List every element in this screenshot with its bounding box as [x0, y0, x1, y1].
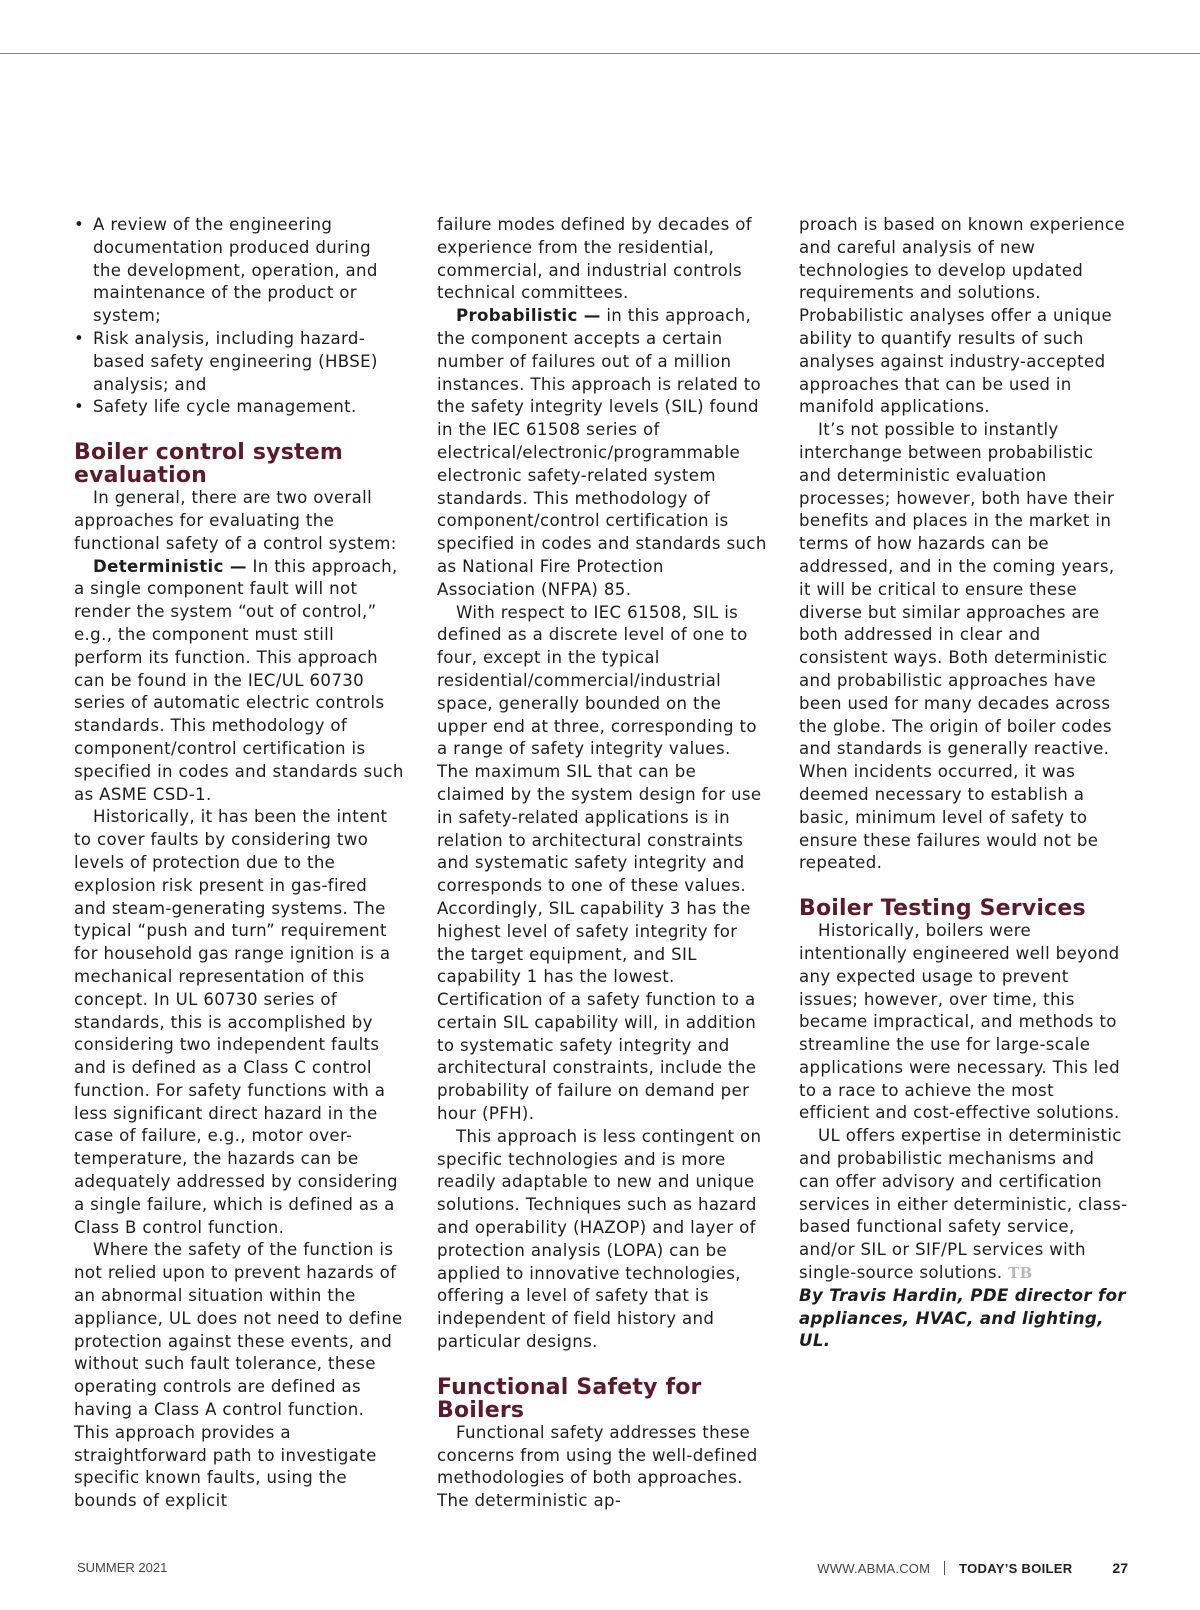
term-probabilistic: Probabilistic —	[456, 306, 601, 326]
paragraph	[74, 556, 404, 807]
top-rule	[0, 53, 1200, 54]
paragraph: Where the safety of the function is not relied upon to prevent hazards of an abnormal situation within the appliance, UL does not need to define protection against these events, and without such fault tolerance, these operating controls are defined as having a Class A control function. This approach provides a straightforward path to investigate specific known faults, using the bounds of explicit	[74, 1240, 403, 1511]
bullet-list	[74, 214, 404, 419]
column-2	[437, 214, 767, 1513]
column-1	[74, 214, 404, 1513]
section-heading: Boiler Testing Services	[799, 896, 1086, 922]
paragraph: Functional safety addresses these concerns from using the well-defined methodologies of both approaches. The deterministic ap-	[437, 1422, 758, 1511]
page-number: 27	[1112, 1560, 1128, 1576]
paragraph-text: In this approach, a single component fault will not render the system “out of control,” e.g., the component must still perform its function. This approach can be found in the IEC/UL 60730 series of automatic electric controls standards. This methodology of component/control certification is specified in codes and standards such as ASME CSD-1.	[74, 556, 404, 804]
footer-right	[817, 1560, 1128, 1576]
list-item: • A review of the engineering documentation produced during the development, operation, and maintenance of the product or system;	[74, 214, 404, 328]
paragraph	[437, 305, 767, 601]
paragraph: This approach is less contingent on specific technologies and is more readily adaptable to new and unique solutions. Techniques such as hazard and operability (HAZOP) and layer of protection analysis (LOPA) can be applied to innovative technologies, offering a level of safety that is independent of field history and particular designs.	[437, 1126, 762, 1352]
footer-issue: SUMMER 2021	[77, 1560, 168, 1575]
footer-separator	[944, 1561, 945, 1575]
footer-site-link[interactable]: WWW.ABMA.COM	[817, 1560, 931, 1576]
section-heading: Functional Safety for Boilers	[437, 1374, 702, 1423]
paragraph-text: in this approach, the component accepts a certain number of failures out of a million instances. This approach is related to the safety integrity levels (SIL) found in the IEC 61508 series of electrical/electronic/programmable electronic safety-related system standards. This methodology of component/control certification is specified in codes and standards such as National Fire Protection Association (NFPA) 85.	[437, 306, 767, 599]
section-heading: Boiler control system evaluation	[74, 440, 343, 489]
paragraph: It’s not possible to instantly interchange between probabilistic and deterministic evaluation processes; however, both have their benefits and places in the market in terms of how hazards can be addressed, and in the coming years, it will be critical to ensure these diverse but similar approaches are both addressed in clear and consistent ways. Both deterministic and probabilistic approaches have been used for many decades across the globe. The origin of boiler codes and standards is generally reactive. When incidents occurred, it was deemed necessary to establish a basic, minimum level of safety to ensure these failures would not be repeated.	[799, 420, 1115, 873]
paragraph: failure modes defined by decades of experience from the residential, commercial, and industrial controls technical committees.	[437, 215, 752, 303]
byline: By Travis Hardin, PDE director for appliances, HVAC, and lighting, UL.	[799, 1285, 1126, 1351]
paragraph: Historically, it has been the intent to cover faults by considering two levels of protection due to the explosion risk present in gas-fired and steam-generating systems. The typical “push and turn” requirement for household gas range ignition is a mechanical representation of this concept. In UL 60730 series of standards, this is accomplished by considering two independent faults and is defined as a Class C control function. For safety functions with a less significant direct hazard in the case of failure, e.g., motor over-temperature, the hazards can be adequately addressed by considering a single failure, which is defined as a Class B control function.	[74, 807, 398, 1237]
column-3	[799, 214, 1129, 1353]
paragraph: In general, there are two overall approaches for evaluating the functional safety of a control system:	[74, 488, 397, 553]
paragraph: proach is based on known experience and careful analysis of new technologies to develop updated requirements and solutions. Probabilistic analyses offer a unique ability to quantify results of such analyses against industry-accepted approaches that can be used in manifold applications.	[799, 215, 1125, 417]
footer-magazine-name: TODAY’S BOILER	[959, 1560, 1073, 1576]
list-item: • Safety life cycle management.	[74, 396, 404, 419]
term-deterministic: Deterministic —	[93, 556, 247, 576]
list-item: • Risk analysis, including hazard-based safety engineering (HBSE) analysis; and	[74, 328, 404, 396]
end-mark: TB	[1008, 1264, 1033, 1283]
paragraph: With respect to IEC 61508, SIL is defined as a discrete level of one to four, except in the typical residential/commercial/industrial space, generally bounded on the upper end at three, corresponding to a range of safety integrity values. The maximum SIL that can be claimed by the system design for use in safety-related applications is in relation to architectural constraints and systematic safety integrity and corresponds to one of these values. Accordingly, SIL capability 3 has the highest level of safety integrity for the target equipment, and SIL capability 1 has the lowest. Certification of a safety function to a certain SIL capability will, in addition to systematic safety integrity and architectural constraints, include the probability of failure on demand per hour (PFH).	[437, 602, 762, 1124]
paragraph-text: UL offers expertise in deterministic and probabilistic mechanisms and can offer advisory and certification services in either deterministic, class-based functional safety service, and/or SIL or SIF/PL services with single-source solutions.	[799, 1126, 1128, 1283]
paragraph	[799, 1125, 1129, 1285]
paragraph: Historically, boilers were intentionally engineered well beyond any expected usage to prevent issues; however, over time, this became impractical, and methods to streamline the use for large-scale applications were necessary. This led to a race to achieve the most efficient and cost-effective solutions.	[799, 921, 1121, 1123]
